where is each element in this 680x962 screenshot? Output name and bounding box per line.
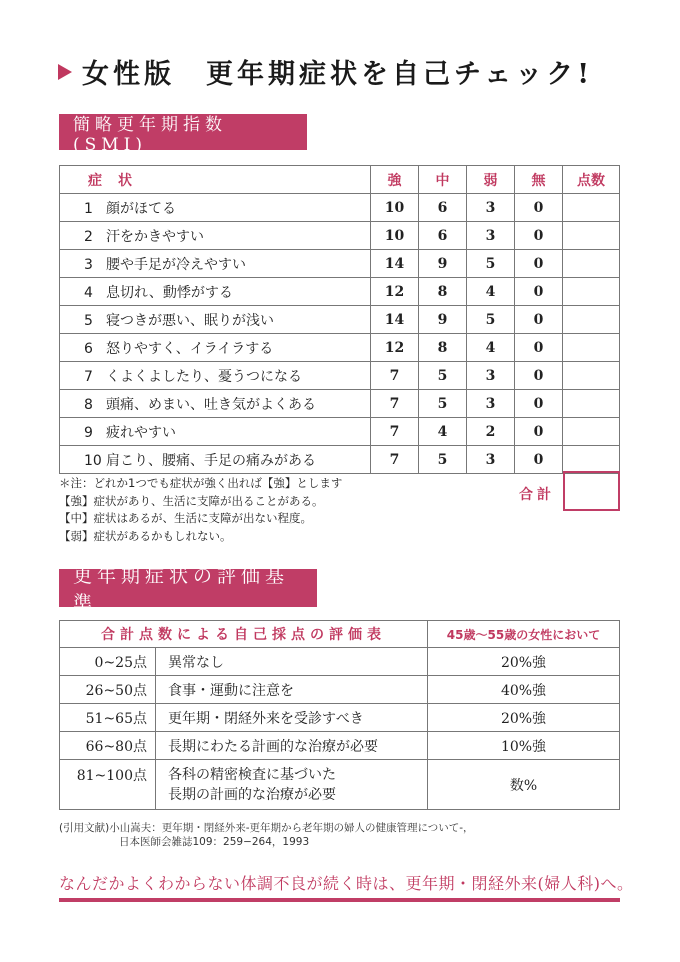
row-number: 8 bbox=[84, 396, 93, 413]
eval-header-row bbox=[60, 621, 620, 648]
strong-value: 10 bbox=[371, 194, 419, 222]
score-cell[interactable] bbox=[563, 306, 620, 334]
evaluation-desc bbox=[156, 760, 428, 810]
row-number: 5 bbox=[84, 312, 93, 329]
symptom-text: くよくよしたり、憂うつになる bbox=[106, 368, 302, 385]
table-row bbox=[60, 194, 620, 222]
strong-value: 7 bbox=[371, 390, 419, 418]
col-weak: 弱 bbox=[467, 166, 515, 194]
table-row bbox=[60, 250, 620, 278]
total-label: 合計 bbox=[519, 487, 555, 503]
medium-value: 6 bbox=[419, 222, 467, 250]
page-title bbox=[58, 52, 593, 91]
none-value: 0 bbox=[515, 250, 563, 278]
none-value: 0 bbox=[515, 194, 563, 222]
score-cell[interactable] bbox=[563, 250, 620, 278]
evaluation-desc-line1: 各科の精密検査に基づいた bbox=[168, 767, 336, 783]
page-title-text: 女性版 更年期症状を自己チェック! bbox=[82, 59, 594, 90]
none-value: 0 bbox=[515, 222, 563, 250]
medium-value: 5 bbox=[419, 390, 467, 418]
none-value: 0 bbox=[515, 306, 563, 334]
weak-value: 3 bbox=[467, 446, 515, 474]
strong-value: 7 bbox=[371, 418, 419, 446]
note-line: ＊注：どれか1つでも症状が強く出れば【強】とします bbox=[59, 476, 343, 490]
none-value: 0 bbox=[515, 362, 563, 390]
table-row bbox=[60, 334, 620, 362]
medium-value: 4 bbox=[419, 418, 467, 446]
score-range: 26~50点 bbox=[60, 676, 156, 704]
evaluation-desc: 長期にわたる計画的な治療が必要 bbox=[156, 732, 428, 760]
score-cell[interactable] bbox=[563, 278, 620, 306]
weak-value: 3 bbox=[467, 362, 515, 390]
symptom-text: 腰や手足が冷えやすい bbox=[106, 256, 246, 273]
weak-value: 3 bbox=[467, 390, 515, 418]
evaluation-desc: 更年期・閉経外来を受診すべき bbox=[156, 704, 428, 732]
smi-header-row bbox=[60, 166, 620, 194]
medium-value: 9 bbox=[419, 250, 467, 278]
score-cell[interactable] bbox=[563, 418, 620, 446]
medium-value: 6 bbox=[419, 194, 467, 222]
table-row bbox=[60, 676, 620, 704]
row-number: 4 bbox=[84, 284, 93, 301]
percentage: 数% bbox=[428, 760, 620, 810]
none-value: 0 bbox=[515, 446, 563, 474]
score-cell[interactable] bbox=[563, 222, 620, 250]
table-row bbox=[60, 704, 620, 732]
score-range: 51~65点 bbox=[60, 704, 156, 732]
eval-header-left: 合計点数による自己採点の評価表 bbox=[60, 621, 428, 648]
score-cell[interactable] bbox=[563, 446, 620, 474]
table-row bbox=[60, 446, 620, 474]
symptom-text: 顔がほてる bbox=[106, 200, 176, 217]
smi-table bbox=[59, 165, 620, 474]
score-cell[interactable] bbox=[563, 194, 620, 222]
row-number: 6 bbox=[84, 340, 93, 357]
triangle-bullet-icon bbox=[58, 64, 72, 80]
none-value: 0 bbox=[515, 278, 563, 306]
symptom-text: 汗をかきやすい bbox=[106, 228, 204, 245]
footer-divider bbox=[59, 898, 620, 902]
weak-value: 4 bbox=[467, 278, 515, 306]
percentage: 20%強 bbox=[428, 648, 620, 676]
note-line: 【強】症状があり、生活に支障が出ることがある。 bbox=[59, 493, 324, 508]
score-range: 81~100点 bbox=[60, 760, 156, 810]
total-score-box[interactable] bbox=[563, 471, 620, 511]
symptom-text: 怒りやすく、イライラする bbox=[106, 340, 274, 357]
symptom-text: 頭痛、めまい、吐き気がよくある bbox=[106, 396, 316, 413]
medium-value: 8 bbox=[419, 278, 467, 306]
smi-notes bbox=[59, 475, 342, 545]
col-score: 点数 bbox=[563, 166, 620, 194]
score-range: 0~25点 bbox=[60, 648, 156, 676]
evaluation-desc-line2: 長期の計画的な治療が必要 bbox=[168, 787, 336, 803]
row-number: 7 bbox=[84, 368, 93, 385]
strong-value: 14 bbox=[371, 306, 419, 334]
medium-value: 8 bbox=[419, 334, 467, 362]
score-cell[interactable] bbox=[563, 390, 620, 418]
eval-header-right: 45歳〜55歳の女性において bbox=[428, 621, 620, 648]
medium-value: 5 bbox=[419, 446, 467, 474]
symptom-text: 肩こり、腰痛、手足の痛みがある bbox=[106, 452, 316, 469]
footer-message: なんだかよくわからない体調不良が続く時は、更年期・閉経外来(婦人科)へ。 bbox=[59, 874, 634, 893]
table-row bbox=[60, 222, 620, 250]
evaluation-table bbox=[59, 620, 620, 810]
note-line: 【中】症状はあるが、生活に支障が出ない程度。 bbox=[59, 511, 312, 525]
row-number: 1 bbox=[84, 200, 93, 217]
weak-value: 5 bbox=[467, 306, 515, 334]
symptom-text: 息切れ、動悸がする bbox=[106, 284, 233, 301]
col-symptom: 症状 bbox=[60, 166, 371, 194]
table-row bbox=[60, 306, 620, 334]
percentage: 40%強 bbox=[428, 676, 620, 704]
table-row bbox=[60, 732, 620, 760]
none-value: 0 bbox=[515, 390, 563, 418]
eval-section-label: 更年期症状の評価基準 bbox=[59, 569, 317, 607]
score-cell[interactable] bbox=[563, 334, 620, 362]
reference-line2: 日本医師会雑誌109：259−264，1993 bbox=[119, 836, 310, 848]
symptom-text: 寝つきが悪い、眠りが浅い bbox=[106, 312, 274, 329]
symptom-text: 疲れやすい bbox=[106, 424, 176, 441]
strong-value: 7 bbox=[371, 362, 419, 390]
strong-value: 14 bbox=[371, 250, 419, 278]
none-value: 0 bbox=[515, 334, 563, 362]
table-row bbox=[60, 418, 620, 446]
medium-value: 9 bbox=[419, 306, 467, 334]
none-value: 0 bbox=[515, 418, 563, 446]
table-row bbox=[60, 362, 620, 390]
table-row bbox=[60, 278, 620, 306]
percentage: 10%強 bbox=[428, 732, 620, 760]
col-strong: 強 bbox=[371, 166, 419, 194]
note-line: 【弱】症状があるかもしれない。 bbox=[59, 528, 232, 543]
reference-line1: (引用文献)小山嵩夫：更年期・閉経外来-更年期から老年期の婦人の健康管理について-， bbox=[59, 822, 474, 834]
weak-value: 3 bbox=[467, 222, 515, 250]
table-row bbox=[60, 648, 620, 676]
weak-value: 5 bbox=[467, 250, 515, 278]
col-none: 無 bbox=[515, 166, 563, 194]
strong-value: 12 bbox=[371, 334, 419, 362]
table-row bbox=[60, 760, 620, 810]
medium-value: 5 bbox=[419, 362, 467, 390]
strong-value: 7 bbox=[371, 446, 419, 474]
weak-value: 3 bbox=[467, 194, 515, 222]
score-range: 66~80点 bbox=[60, 732, 156, 760]
score-cell[interactable] bbox=[563, 362, 620, 390]
row-number: 10 bbox=[84, 452, 102, 469]
evaluation-desc: 異常なし bbox=[156, 648, 428, 676]
table-row bbox=[60, 390, 620, 418]
row-number: 2 bbox=[84, 228, 93, 245]
strong-value: 12 bbox=[371, 278, 419, 306]
col-medium: 中 bbox=[419, 166, 467, 194]
smi-section-label: 簡略更年期指数(SMI) bbox=[59, 114, 307, 150]
reference-citation bbox=[59, 821, 474, 849]
evaluation-desc: 食事・運動に注意を bbox=[156, 676, 428, 704]
strong-value: 10 bbox=[371, 222, 419, 250]
weak-value: 4 bbox=[467, 334, 515, 362]
percentage: 20%強 bbox=[428, 704, 620, 732]
row-number: 9 bbox=[84, 424, 93, 441]
weak-value: 2 bbox=[467, 418, 515, 446]
row-number: 3 bbox=[84, 256, 93, 273]
